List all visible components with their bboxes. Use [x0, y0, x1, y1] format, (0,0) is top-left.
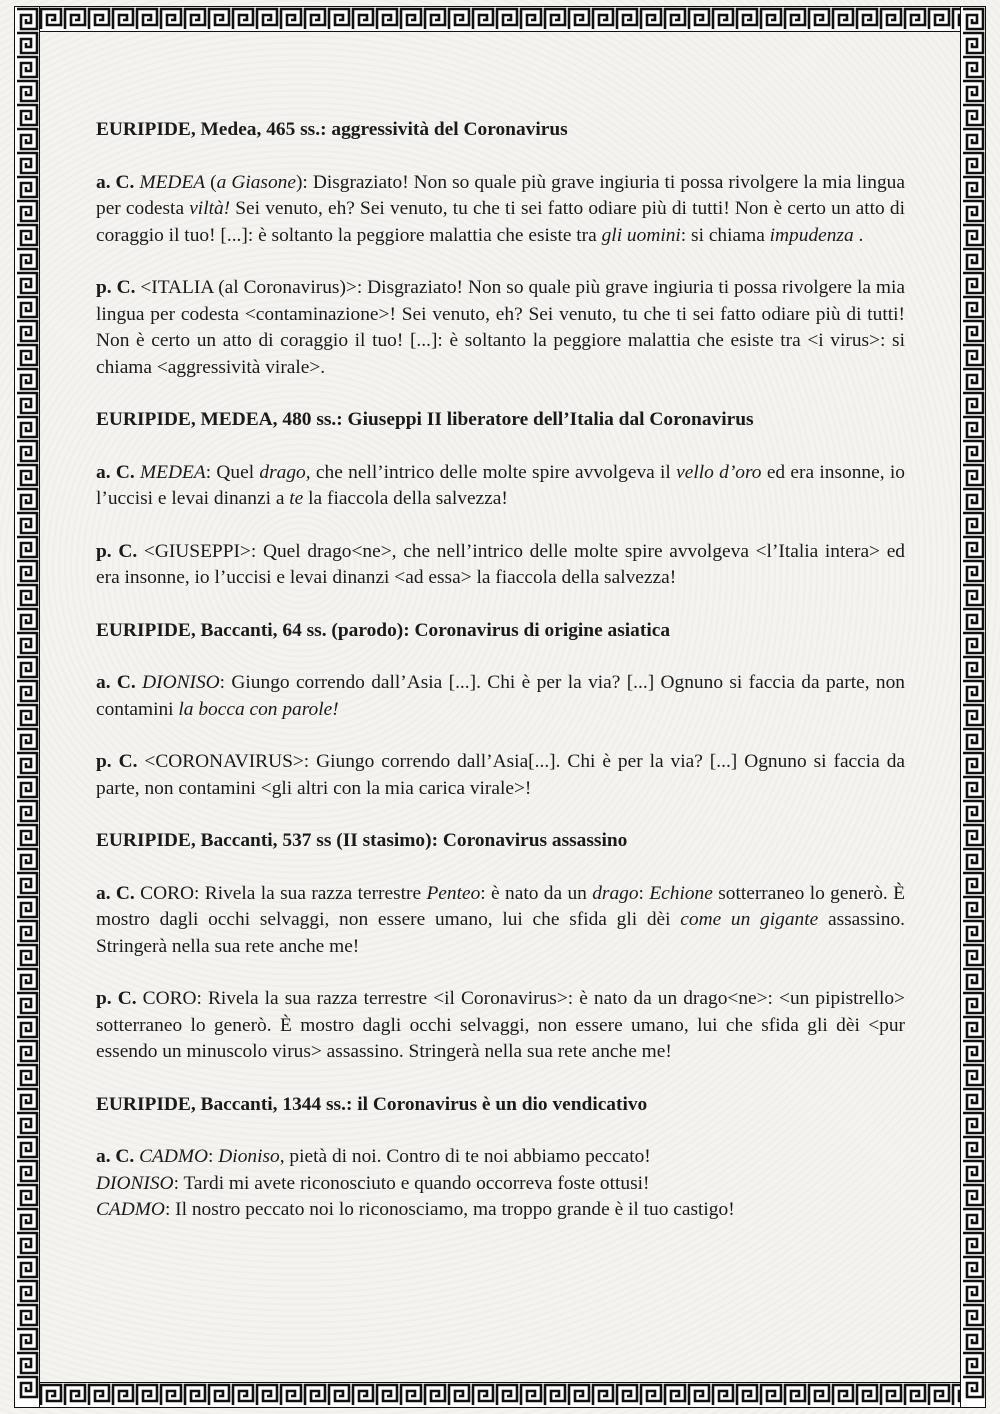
section-heading: EURIPIDE, Baccanti, 64 ss. (parodo): Coronavirus di origine asiatica [96, 619, 671, 641]
section [96, 117, 905, 381]
post-coronavirus-paragraph [96, 986, 905, 1066]
text-span: ( [205, 171, 217, 193]
document-body [96, 117, 905, 1250]
ante-coronavirus-paragraph [96, 670, 905, 723]
section [96, 618, 905, 803]
text-span: : si chiama [680, 224, 770, 246]
section-heading: EURIPIDE, Baccanti, 537 ss (II stasimo): Coronavirus assassino [96, 830, 628, 851]
italic-text: drago [592, 882, 639, 904]
ante-coronavirus-paragraph [96, 170, 905, 250]
text-span: ed era insonne, io l’uccisi e levai dinanzi a [96, 461, 905, 509]
greek-key-border-bottom [14, 1382, 986, 1408]
citation-tag: a. C. [96, 171, 135, 193]
text-span: : Il nostro peccato noi lo riconosciamo, ma troppo grande è il tuo castigo! [164, 1199, 735, 1220]
italic-text: drago, [259, 461, 311, 483]
paragraph-text: <ITALIA (al Coronavirus)>: Disgraziato! Non so quale più grave ingiuria ti possa rivolgere la mia lingua per codesta <contaminazione>! Sei venuto, eh? Sei venuto, tu che ti sei fatto odiare più di tutti! Non è certo un atto di coraggio il tuo! [...]: è soltanto la peggiore malattia che esiste tra <i virus>: si chiama <aggressività virale>. [96, 277, 905, 378]
section-heading: EURIPIDE, Medea, 465 ss.: aggressività del Coronavirus [96, 119, 568, 140]
section-heading: EURIPIDE, MEDEA, 480 ss.: Giuseppi II liberatore dell’Italia dal Coronavirus [96, 409, 754, 430]
post-coronavirus-paragraph [96, 749, 905, 802]
citation-tag: a. C. [96, 1146, 135, 1167]
text-span: , pietà di noi. Contro di te noi abbiamo peccato! [279, 1146, 651, 1167]
citation-tag: p. C. [96, 540, 138, 562]
ante-coronavirus-paragraph [96, 1144, 905, 1224]
italic-text: a Giasone [216, 171, 296, 193]
italic-text: impudenza [769, 224, 854, 246]
citation-tag: a. C. [96, 672, 136, 693]
citation-tag: a. C. [96, 461, 135, 483]
italic-text: CADMO [139, 1146, 209, 1167]
citation-tag: p. C. [96, 277, 136, 298]
text-span: : Tardi mi avete riconosciuto e quando occorreva foste ottusi! [173, 1172, 650, 1194]
text-span: : [208, 1146, 219, 1167]
italic-text: MEDEA [140, 461, 206, 483]
italic-text: come un gigante [680, 909, 819, 930]
text-span: Sei venuto, eh? Sei venuto, tu che ti sei fatto odiare più di tutti! Non è certo un atto di coraggio il tuo! [...]: è soltanto la peggiore malattia che esiste tra [96, 198, 905, 246]
text-span: CORO: Rivela la sua razza terrestre [134, 882, 427, 904]
paragraph-text: <GIUSEPPI>: Quel drago<ne>, che nell’intrico delle molte spire avvolgeva <l’Italia intera> ed era insonne, io l’uccisi e levai dinanzi <ad essa> la fiaccola della salvezza! [96, 540, 905, 588]
greek-key-border-top [14, 6, 986, 32]
italic-text: gli uomini [601, 224, 681, 246]
text-span: la fiaccola della salvezza! [303, 488, 508, 509]
citation-tag: a. C. [96, 882, 135, 904]
dialogue-line [96, 1144, 905, 1171]
italic-text: la bocca con parole! [178, 698, 339, 720]
section [96, 828, 905, 1066]
dialogue-line [96, 1171, 905, 1198]
italic-text: Echione [649, 882, 713, 904]
text-span: che nell’intrico delle molte spire avvolgeva il [310, 461, 677, 483]
italic-text: Penteo [426, 882, 481, 904]
post-coronavirus-paragraph [96, 539, 905, 592]
section [96, 1092, 905, 1224]
text-span: : [638, 882, 650, 904]
citation-tag: p. C. [96, 988, 137, 1009]
italic-text: DIONISO [142, 672, 220, 693]
citation-tag: p. C. [96, 751, 138, 772]
section-heading: EURIPIDE, Baccanti, 1344 ss.: il Coronavirus è un dio vendicativo [96, 1093, 648, 1115]
text-span: : è nato da un [480, 882, 593, 904]
italic-text: vello d’oro [676, 461, 762, 483]
ante-coronavirus-paragraph [96, 881, 905, 961]
italic-text: te [289, 488, 304, 509]
text-span: sotterraneo lo generò. È mostro dagli occhi selvaggi, non essere umano, lui che sfida gli dèi [96, 882, 905, 930]
italic-text: viltà! [189, 198, 231, 219]
greek-key-border-left [14, 6, 40, 1408]
greek-key-border-right [960, 6, 986, 1408]
text-span: : Giungo correndo dall’Asia [...]. Chi è per la via? [...] Ognuno si faccia da parte, non contamini [96, 672, 905, 720]
italic-text: DIONISO [96, 1172, 174, 1194]
dialogue-line [96, 1197, 905, 1224]
post-coronavirus-paragraph [96, 275, 905, 381]
text-span: : Quel [205, 461, 260, 483]
italic-text: MEDEA [139, 171, 206, 193]
ante-coronavirus-paragraph [96, 460, 905, 513]
text-span: ): Disgraziato! Non so quale più grave ingiuria ti possa rivolgere la mia lingua per codesta [96, 171, 905, 219]
text-span: . [853, 224, 864, 246]
paragraph-text: CORO: Rivela la sua razza terrestre <il Coronavirus>: è nato da un drago<ne>: <un pipistrello> sotterraneo lo generò. È mostro dagli occhi selvaggi, non essere umano, lui che sfida gli dèi <pur essendo un minuscolo virus> assassino. Stringerà nella sua rete anche me! [96, 988, 905, 1062]
section [96, 407, 905, 592]
italic-text: CADMO [96, 1199, 165, 1220]
text-span: assassino. Stringerà nella sua rete anche me! [96, 909, 905, 957]
italic-text: Dioniso [218, 1146, 280, 1167]
paragraph-text: <CORONAVIRUS>: Giungo correndo dall’Asia[...]. Chi è per la via? [...] Ognuno si faccia da parte, non contamini <gli altri con la mia carica virale>! [96, 751, 905, 799]
